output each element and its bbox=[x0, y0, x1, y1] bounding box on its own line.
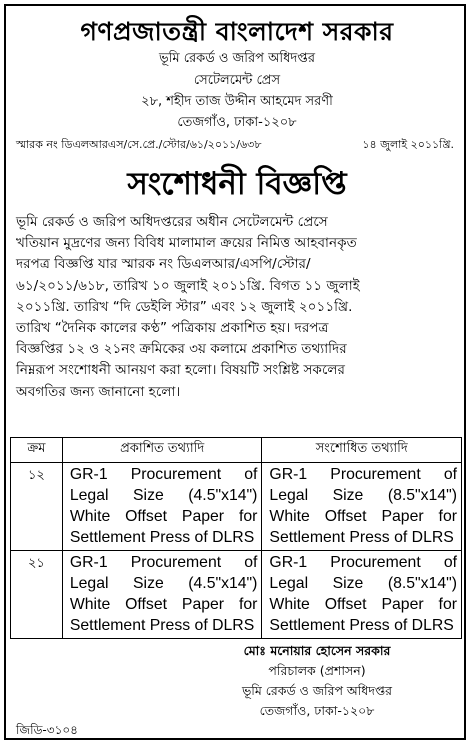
correction-table bbox=[10, 437, 462, 639]
row-corrected: GR-1 Procurement of Legal Size (8.5"x14") White Offset Paper for Settlement Press of DLRS bbox=[262, 463, 462, 551]
body-line: অবগতির জন্য জানানো হলো। bbox=[16, 383, 181, 400]
notice-code: জিডি-৩১০৪ bbox=[16, 723, 78, 737]
header-serial: ক্রম bbox=[11, 438, 63, 463]
table-header-row bbox=[11, 438, 462, 463]
press-address: ২৮, শহীদ তাজ উদ্দীন আহমেদ সরণী bbox=[141, 94, 333, 109]
row-published: GR-1 Procurement of Legal Size (4.5"x14") White Offset Paper for Settlement Press of DLRS bbox=[62, 463, 262, 551]
department-name: ভূমি রেকর্ড ও জরিপ অধিদপ্তর bbox=[158, 51, 316, 66]
memo-date: ১৪ জুলাই ২০১১খ্রি. bbox=[362, 138, 454, 151]
row-serial: ২১ bbox=[11, 551, 63, 639]
body-line: দরপত্র বিজ্ঞপ্তি যার স্মারক নং ডিএলআর/এসপি/স্টোর/ bbox=[16, 256, 311, 273]
body-line: নিম্নরূপ সংশোধনী আনয়ণ করা হলো। বিষয়টি সংশ্লিষ্ট সকলের bbox=[16, 362, 346, 379]
table-row bbox=[11, 551, 462, 639]
signatory-designation: পরিচালক (প্রশাসন) bbox=[268, 663, 366, 678]
signatory-name: মোঃ মনোয়ার হোসেন সরকার bbox=[243, 643, 391, 658]
row-published: GR-1 Procurement of Legal Size (4.5"x14") White Offset Paper for Settlement Press of DLRS bbox=[62, 551, 262, 639]
body-line: তারিখ “দৈনিক কালের কণ্ঠ” পত্রিকায় প্রকাশিত হয়। দরপত্র bbox=[16, 320, 329, 337]
government-name: গণপ্রজাতন্ত্রী বাংলাদেশ সরকার bbox=[80, 17, 394, 46]
signatory-department: ভূমি রেকর্ড ও জরিপ অধিদপ্তর bbox=[241, 683, 393, 698]
signatory-city: তেজগাঁও, ঢাকা-১২০৮ bbox=[259, 703, 375, 718]
notice-frame bbox=[4, 4, 466, 740]
notice-body bbox=[16, 212, 456, 403]
body-line: ৬১/২০১১/৬১৮, তারিখ ১০ জুলাই ২০১১খ্রি. বিগত ১১ জুলাই bbox=[16, 277, 360, 294]
body-line: খতিয়ান মুদ্রণের জন্য বিবিধ মালামাল ক্রয়ের নিমিত্ত আহবানকৃত bbox=[16, 235, 357, 252]
table-row bbox=[11, 463, 462, 551]
header-corrected: সংশোধিত তথ্যাদি bbox=[262, 438, 462, 463]
notice-title: সংশোধনী বিজ্ঞপ্তি bbox=[127, 166, 347, 202]
body-line: ২০১১খ্রি. তারিখ “দি ডেইলি স্টার” এবং ১২ জুলাই ২০১১খ্রি. bbox=[16, 298, 353, 315]
header-published: প্রকাশিত তথ্যাদি bbox=[62, 438, 262, 463]
body-line: ভূমি রেকর্ড ও জরিপ অধিদপ্তরের অধীন সেটেলমেন্ট প্রেসে bbox=[16, 214, 328, 230]
press-name: সেটেলমেন্ট প্রেস bbox=[193, 73, 281, 88]
row-serial: ১২ bbox=[11, 463, 63, 551]
press-city: তেজগাঁও, ঢাকা-১২০৮ bbox=[177, 115, 297, 130]
body-line: বিজ্ঞপ্তির ১২ ও ২১নং ক্রমিকের ৩য় কলামে প্রকাশিত তথ্যাদির bbox=[16, 341, 347, 358]
memo-number: স্মারক নং ডিএলআরএস/সে.প্রে./স্টোর/৬১/২০১১/৬৩৮ bbox=[16, 138, 262, 151]
row-corrected: GR-1 Procurement of Legal Size (8.5"x14") White Offset Paper for Settlement Press of DLRS bbox=[262, 551, 462, 639]
